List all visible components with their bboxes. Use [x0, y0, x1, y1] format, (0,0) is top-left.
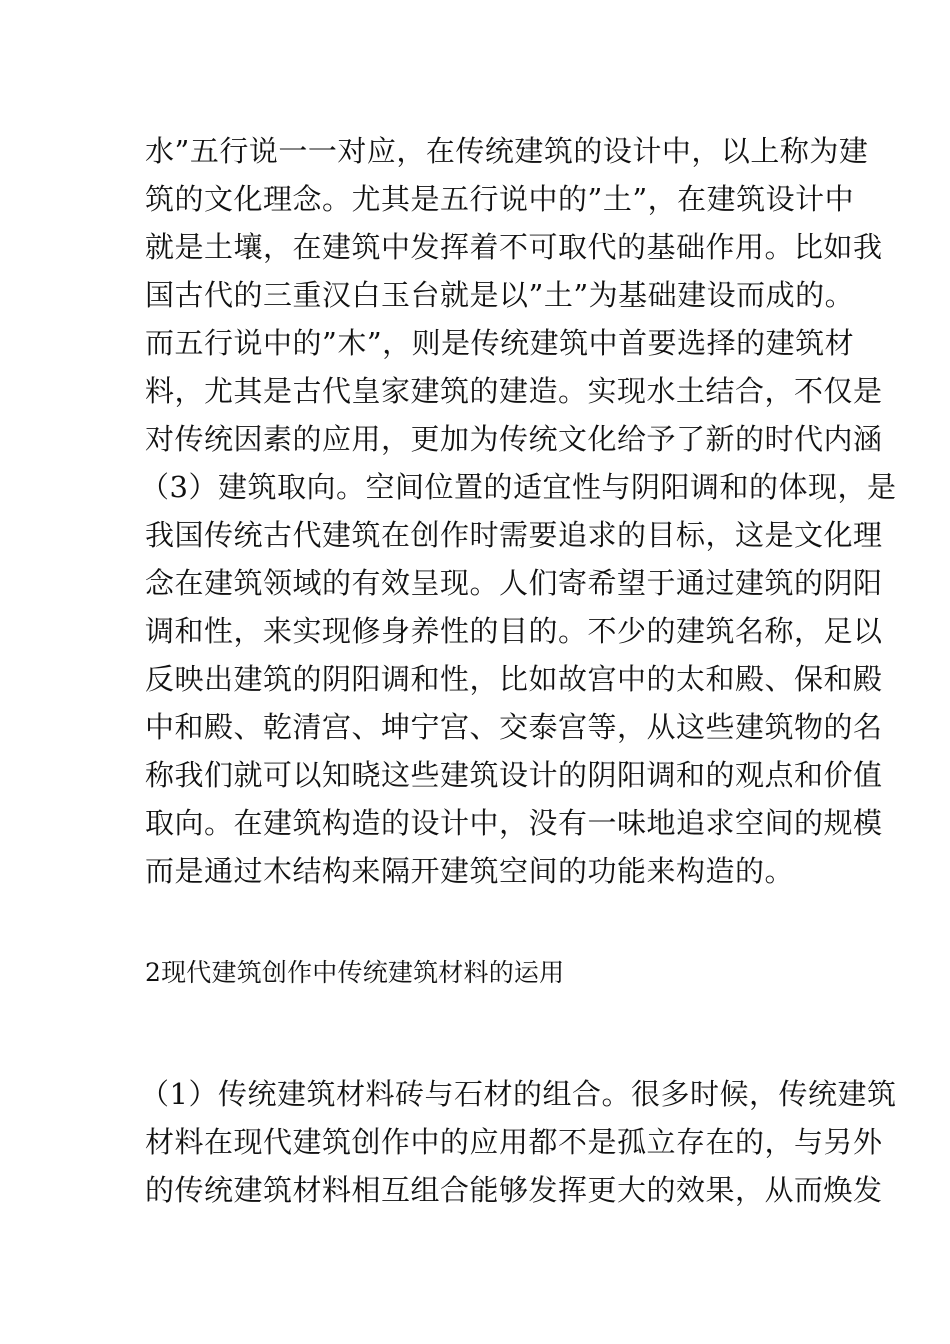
text-line: 而五行说中的”木”，则是传统建筑中首要选择的建筑材 [145, 326, 855, 360]
text-line: 对传统因素的应用，更加为传统文化给予了新的时代内涵 [145, 422, 883, 456]
text-line: （1）传统建筑材料砖与石材的组合。很多时候，传统建筑 [140, 1077, 897, 1111]
text-line: 取向。在建筑构造的设计中，没有一味地追求空间的规模 [145, 806, 883, 840]
text-line: 称我们就可以知晓这些建筑设计的阴阳调和的观点和价值 [145, 758, 883, 792]
text-line: 料，尤其是古代皇家建筑的建造。实现水土结合，不仅是 [145, 374, 883, 408]
text-line: 反映出建筑的阴阳调和性，比如故宫中的太和殿、保和殿 [145, 662, 883, 696]
text-line: （3）建筑取向。空间位置的适宜性与阴阳调和的体现，是 [140, 470, 897, 504]
text-line: 国古代的三重汉白玉台就是以”土”为基础建设而成的。 [145, 278, 855, 312]
text-line: 中和殿、乾清宫、坤宁宫、交泰宫等，从这些建筑物的名 [145, 710, 883, 744]
text-line: 的传统建筑材料相互组合能够发挥更大的效果，从而焕发 [145, 1173, 883, 1207]
text-line: 水”五行说一一对应，在传统建筑的设计中，以上称为建 [145, 134, 869, 168]
text-line: 材料在现代建筑创作中的应用都不是孤立存在的，与另外 [145, 1125, 883, 1159]
text-line: 就是土壤，在建筑中发挥着不可取代的基础作用。比如我 [145, 230, 883, 264]
text-line: 而是通过木结构来隔开建筑空间的功能来构造的。 [145, 854, 795, 888]
section-heading: 2现代建筑创作中传统建筑材料的运用 [145, 958, 565, 987]
text-line: 筑的文化理念。尤其是五行说中的”土”，在建筑设计中 [145, 182, 855, 216]
text-line: 调和性，来实现修身养性的目的。不少的建筑名称，足以 [145, 614, 883, 648]
text-line: 念在建筑领域的有效呈现。人们寄希望于通过建筑的阴阳 [145, 566, 883, 600]
text-line: 我国传统古代建筑在创作时需要追求的目标，这是文化理 [145, 518, 883, 552]
